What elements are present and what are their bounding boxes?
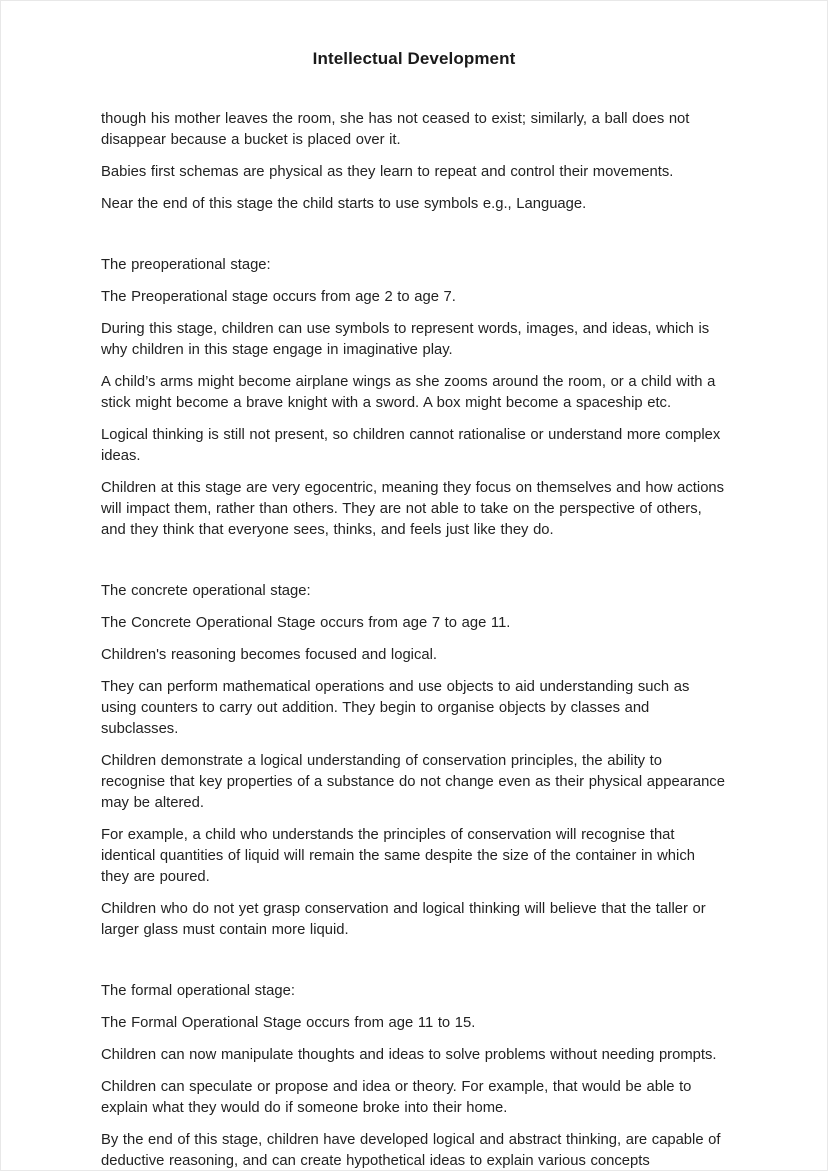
paragraph: Logical thinking is still not present, so children cannot rationalise or understand more complex ideas. bbox=[101, 427, 721, 464]
paragraph: Children who do not yet grasp conservation and logical thinking will believe that the taller or larger glass must contain more liquid. bbox=[101, 901, 706, 938]
section-heading-formal-operational: The formal operational stage: bbox=[101, 983, 295, 999]
paragraph: The Concrete Operational Stage occurs from age 7 to age 11. bbox=[101, 615, 511, 631]
paragraph: By the end of this stage, children have developed logical and abstract thinking, are capable of deductive reasoning, and can create hypothetical ideas to explain various concepts bbox=[101, 1132, 721, 1169]
paragraph: They can perform mathematical operations and use objects to aid understanding such as using counters to carry out addition. They begin to organise objects by classes and subclasses. bbox=[101, 679, 690, 737]
paragraph: During this stage, children can use symbols to represent words, images, and ideas, which is why children in this stage engage in imaginative play. bbox=[101, 321, 710, 358]
paragraph: The Preoperational stage occurs from age 2 to age 7. bbox=[101, 289, 456, 305]
paragraph: Children's reasoning becomes focused and logical. bbox=[101, 647, 437, 663]
paragraph: Children at this stage are very egocentric, meaning they focus on themselves and how actions will impact them, rather than others. They are not able to take on the perspective of others, and they think that everyone sees, thinks, and feels just like they do. bbox=[101, 480, 725, 538]
paragraph: Children can now manipulate thoughts and ideas to solve problems without needing prompts. bbox=[101, 1047, 717, 1063]
paragraph: Near the end of this stage the child starts to use symbols e.g., Language. bbox=[101, 196, 587, 212]
paragraph: For example, a child who understands the principles of conservation will recognise that identical quantities of liquid will remain the same despite the size of the container in which they are poured. bbox=[101, 827, 695, 885]
section-heading-concrete-operational: The concrete operational stage: bbox=[101, 583, 311, 599]
section-heading-preoperational: The preoperational stage: bbox=[101, 257, 271, 273]
document-title: Intellectual Development bbox=[312, 49, 516, 68]
paragraph: The Formal Operational Stage occurs from age 11 to 15. bbox=[101, 1015, 476, 1031]
paragraph: Babies first schemas are physical as they learn to repeat and control their movements. bbox=[101, 164, 674, 180]
paragraph: Children can speculate or propose and idea or theory. For example, that would be able to explain what they would do if someone broke into their home. bbox=[101, 1079, 692, 1116]
paragraph: Children demonstrate a logical understanding of conservation principles, the ability to recognise that key properties of a substance do not change even as their physical appearance may be altered. bbox=[101, 753, 725, 811]
paragraph: A child’s arms might become airplane wings as she zooms around the room, or a child with a stick might become a brave knight with a sword. A box might become a spaceship etc. bbox=[101, 374, 716, 411]
paragraph: though his mother leaves the room, she has not ceased to exist; similarly, a ball does not disappear because a bucket is placed over it. bbox=[101, 111, 690, 148]
